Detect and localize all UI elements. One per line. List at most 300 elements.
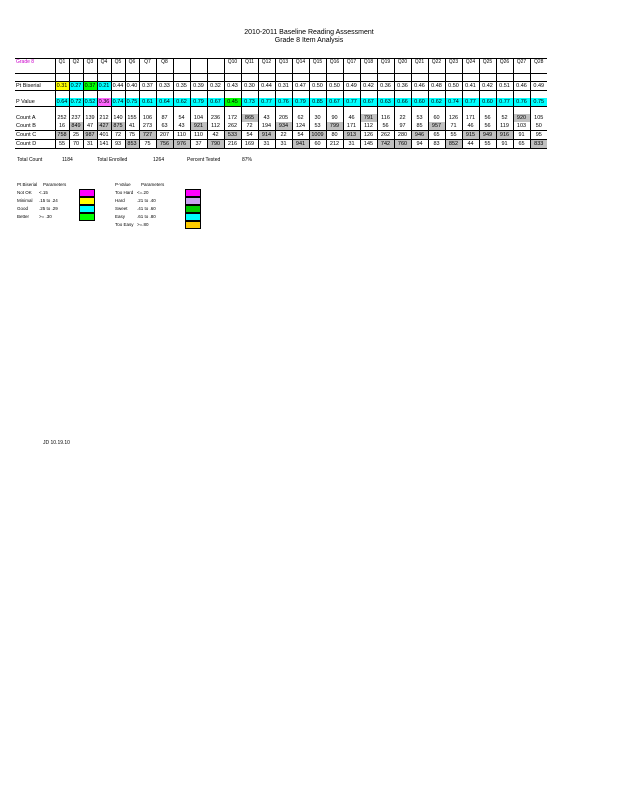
count-c-cell: 65	[428, 131, 445, 140]
count-a-cell: 46	[343, 114, 360, 122]
count-d-cell: 44	[462, 140, 479, 149]
spacer-cell	[97, 74, 111, 82]
p-value-cell: 0.36	[98, 99, 110, 105]
spacer-cell	[377, 91, 394, 99]
p-value-cell: 0.66	[394, 98, 411, 107]
header-spacer	[15, 66, 55, 74]
count-d-cell: 941	[292, 140, 309, 149]
count-d-cell: 65	[513, 140, 530, 149]
count-d-cell: 55	[55, 140, 69, 149]
question-header: Q27	[513, 59, 530, 67]
header-sub-cell	[513, 66, 530, 74]
spacer-cell	[111, 91, 125, 99]
count-c-cell: 110	[190, 131, 207, 140]
count-b-cell: 46	[462, 122, 479, 131]
count-c-cell: 533	[224, 131, 241, 140]
legend-item-range: .25 to .29	[39, 206, 58, 211]
spacer-cell	[394, 74, 411, 82]
count-b-cell: 799	[326, 122, 343, 131]
spacer-cell	[530, 91, 547, 99]
spacer-cell	[343, 74, 360, 82]
spacer-cell	[462, 91, 479, 99]
legend-item-label: Minimal	[17, 198, 33, 203]
spacer-cell	[343, 107, 360, 115]
pt-biserial-cell: 0.42	[479, 82, 496, 91]
pt-biserial-cell: 0.44	[112, 83, 124, 89]
count-a-cell: 22	[394, 114, 411, 122]
spacer-cell	[309, 74, 326, 82]
pt-biserial-cell: 0.51	[496, 82, 513, 91]
count-c-cell: 54	[241, 131, 258, 140]
count-a-cell: 54	[173, 114, 190, 122]
spacer	[15, 74, 55, 82]
p-value-cell: 0.62	[428, 98, 445, 107]
spacer-cell	[496, 91, 513, 99]
question-header: Q1	[55, 59, 69, 67]
count-b-cell: 124	[292, 122, 309, 131]
count-c-cell: 54	[292, 131, 309, 140]
count-b-cell: 63	[156, 122, 173, 131]
count-a-cell: 52	[496, 114, 513, 122]
spacer-cell	[275, 107, 292, 115]
legend-item-label: Hard	[115, 198, 125, 203]
count-a-cell: 205	[275, 114, 292, 122]
count-b-cell: 53	[309, 122, 326, 131]
legend-heading-params: Parameters	[43, 182, 67, 187]
spacer-cell	[411, 107, 428, 115]
p-value-cell: 0.62	[173, 98, 190, 107]
count-d-cell: 70	[69, 140, 83, 149]
spacer-cell	[156, 91, 173, 99]
count-b-cell: 41	[125, 122, 139, 131]
header-sub-cell	[411, 66, 428, 74]
count-c-cell: 946	[411, 131, 428, 140]
spacer-cell	[377, 74, 394, 82]
p-value-cell: 0.67	[326, 98, 343, 107]
count-b-cell: 194	[258, 122, 275, 131]
count-c-cell: 91	[513, 131, 530, 140]
total-enrolled-label: Total Enrolled	[97, 157, 128, 163]
count-d-cell: 976	[173, 140, 190, 149]
spacer-cell	[69, 91, 83, 99]
header-sub-cell	[343, 66, 360, 74]
header-sub-cell	[377, 66, 394, 74]
spacer-cell	[428, 91, 445, 99]
question-header: Q24	[462, 59, 479, 67]
spacer-cell	[258, 91, 275, 99]
count-c-cell: 1009	[309, 131, 326, 140]
spacer-cell	[55, 107, 69, 115]
count-a-cell: 237	[69, 114, 83, 122]
header-sub-cell	[428, 66, 445, 74]
count-d-cell: 742	[377, 140, 394, 149]
p-value-cell: 0.60	[479, 98, 496, 107]
p-value-cell: 0.76	[513, 98, 530, 107]
legend-item-range: .21 to .40	[137, 198, 156, 203]
total-count-value: 1184	[62, 157, 73, 163]
count-d-cell: 94	[411, 140, 428, 149]
count-a-cell: 140	[111, 114, 125, 122]
pt-biserial-cell: 0.31	[56, 83, 68, 89]
pt-biserial-cell: 0.44	[258, 82, 275, 91]
count-a-cell: 30	[309, 114, 326, 122]
question-header: Q5	[111, 59, 125, 67]
header-sub-cell	[224, 66, 241, 74]
question-header: Q10	[224, 59, 241, 67]
count-c-cell: 262	[377, 131, 394, 140]
count-a-cell: 87	[156, 114, 173, 122]
legend-item-range: <=.20	[137, 190, 149, 195]
count-c-cell: 401	[97, 131, 111, 140]
count-b-cell: 849	[69, 122, 83, 131]
p-value-cell: 0.60	[411, 98, 428, 107]
question-header: Q25	[479, 59, 496, 67]
legend-item-label: Good	[17, 206, 29, 211]
p-value-cell: 0.77	[258, 98, 275, 107]
p-value-cell: 0.67	[360, 98, 377, 107]
pt-biserial-cell: 0.31	[275, 82, 292, 91]
count-c-cell: 75	[125, 131, 139, 140]
p-value-label: P Value	[16, 99, 35, 105]
count-d-cell: 216	[224, 140, 241, 149]
spacer-cell	[292, 74, 309, 82]
count-d-cell: 833	[530, 140, 547, 149]
question-header: Q21	[411, 59, 428, 67]
count-c-cell: 22	[275, 131, 292, 140]
count-b-cell: 427	[97, 122, 111, 131]
question-header: Q15	[309, 59, 326, 67]
p-value-cell: 0.52	[84, 99, 96, 105]
spacer-cell	[97, 91, 111, 99]
legend-color-swatch	[79, 205, 95, 213]
count-d-cell: 93	[111, 140, 125, 149]
spacer-cell	[190, 107, 207, 115]
count-a-label: Count A	[16, 115, 36, 121]
p-value-cell: 0.77	[496, 98, 513, 107]
spacer-cell	[360, 107, 377, 115]
spacer-cell	[513, 74, 530, 82]
question-header	[190, 59, 207, 67]
p-value-cell: 0.67	[207, 98, 224, 107]
question-header: Q23	[445, 59, 462, 67]
spacer-cell	[309, 91, 326, 99]
report-subtitle: Grade 8 Item Analysis	[274, 37, 344, 44]
count-a-cell: 172	[224, 114, 241, 122]
spacer-cell	[241, 107, 258, 115]
legend-item-range: >= .30	[39, 214, 52, 219]
spacer-cell	[139, 74, 156, 82]
spacer-cell	[224, 91, 241, 99]
spacer-cell	[428, 107, 445, 115]
legend-item-range: .41 to .60	[137, 206, 156, 211]
count-a-cell: 105	[530, 114, 547, 122]
question-header	[207, 59, 224, 67]
spacer-cell	[343, 91, 360, 99]
spacer-cell	[125, 91, 139, 99]
header-sub-cell	[360, 66, 377, 74]
spacer-cell	[462, 107, 479, 115]
pt-biserial-cell: 0.46	[411, 82, 428, 91]
pt-biserial-cell: 0.36	[394, 82, 411, 91]
header-sub-cell	[139, 66, 156, 74]
legend-color-swatch	[185, 205, 201, 213]
count-c-cell: 916	[496, 131, 513, 140]
spacer-cell	[462, 74, 479, 82]
count-a-cell: 116	[377, 114, 394, 122]
count-c-cell: 915	[462, 131, 479, 140]
question-header: Q2	[69, 59, 83, 67]
spacer-cell	[241, 74, 258, 82]
p-value-cell: 0.79	[292, 98, 309, 107]
legend-item-label: Sweet	[115, 206, 128, 211]
grade-label: Grade 8	[15, 59, 55, 67]
header-sub-cell	[97, 66, 111, 74]
p-value-cell: 0.77	[343, 98, 360, 107]
spacer-cell	[275, 91, 292, 99]
count-b-cell: 934	[275, 122, 292, 131]
count-c-cell: 758	[55, 131, 69, 140]
header-sub-cell	[530, 66, 547, 74]
spacer-cell	[207, 74, 224, 82]
spacer-cell	[207, 107, 224, 115]
spacer-cell	[111, 74, 125, 82]
header-sub-cell	[258, 66, 275, 74]
p-value-cell: 0.76	[275, 98, 292, 107]
count-a-cell: 155	[125, 114, 139, 122]
count-d-cell: 756	[156, 140, 173, 149]
spacer-cell	[428, 74, 445, 82]
spacer-cell	[445, 74, 462, 82]
count-d-cell: 790	[207, 140, 224, 149]
header-sub-cell	[69, 66, 83, 74]
question-header: Q20	[394, 59, 411, 67]
p-value-cell: 0.73	[241, 98, 258, 107]
pt-biserial-cell: 0.21	[98, 83, 110, 89]
count-d-cell: 37	[190, 140, 207, 149]
total-count-label: Total Count	[17, 157, 43, 163]
spacer-cell	[139, 91, 156, 99]
spacer-cell	[326, 91, 343, 99]
legend-item-label: Better	[17, 214, 30, 219]
pt-biserial-cell: 0.43	[224, 82, 241, 91]
spacer-cell	[55, 74, 69, 82]
header-sub-cell	[496, 66, 513, 74]
spacer-cell	[326, 74, 343, 82]
spacer-cell	[125, 74, 139, 82]
legend-heading-title: Pt Biserial	[17, 182, 38, 187]
header-sub-cell	[292, 66, 309, 74]
legend-item-label: Too Hard	[115, 190, 134, 195]
question-header: Q8	[156, 59, 173, 67]
count-c-cell: 280	[394, 131, 411, 140]
count-d-cell: 91	[496, 140, 513, 149]
spacer	[15, 107, 55, 115]
spacer-cell	[83, 91, 97, 99]
pt-biserial-cell: 0.46	[513, 82, 530, 91]
pt-biserial-cell: 0.33	[156, 82, 173, 91]
pt-biserial-cell: 0.30	[241, 82, 258, 91]
count-c-cell: 55	[445, 131, 462, 140]
question-header: Q7	[139, 59, 156, 67]
spacer-cell	[111, 107, 125, 115]
legend-color-swatch	[185, 213, 201, 221]
count-b-label: Count B	[16, 123, 36, 129]
pt-biserial-cell: 0.37	[84, 83, 96, 89]
count-d-cell: 145	[360, 140, 377, 149]
p-value-cell: 0.63	[377, 98, 394, 107]
count-a-cell: 56	[479, 114, 496, 122]
spacer-cell	[69, 74, 83, 82]
legend-item-range: >=.80	[137, 222, 149, 227]
legend-color-swatch	[79, 213, 95, 221]
count-c-cell: 949	[479, 131, 496, 140]
spacer-cell	[173, 91, 190, 99]
spacer-cell	[513, 91, 530, 99]
count-a-cell: 252	[55, 114, 69, 122]
spacer-cell	[445, 91, 462, 99]
spacer-cell	[275, 74, 292, 82]
spacer-cell	[530, 74, 547, 82]
legend-item-label: Not OK	[17, 190, 32, 195]
count-c-cell: 110	[173, 131, 190, 140]
question-header: Q14	[292, 59, 309, 67]
p-value-cell: 0.64	[56, 99, 68, 105]
spacer-cell	[69, 107, 83, 115]
p-value-cell: 0.74	[112, 99, 124, 105]
legend-heading-title: P-Value	[115, 182, 131, 187]
spacer-cell	[156, 107, 173, 115]
spacer-cell	[83, 107, 97, 115]
header-sub-cell	[309, 66, 326, 74]
pt-biserial-label: Pt Biserial	[15, 82, 55, 91]
p-value-cell: 0.75	[530, 98, 547, 107]
count-b-cell: 957	[428, 122, 445, 131]
spacer-cell	[55, 91, 69, 99]
count-c-cell: 42	[207, 131, 224, 140]
spacer-cell	[97, 107, 111, 115]
question-header: Q12	[258, 59, 275, 67]
legend-item-range: <.15	[39, 190, 48, 195]
spacer-cell	[156, 74, 173, 82]
count-d-cell: 31	[343, 140, 360, 149]
question-header: Q19	[377, 59, 394, 67]
count-b-cell: 56	[377, 122, 394, 131]
count-c-cell: 80	[326, 131, 343, 140]
spacer	[15, 91, 55, 99]
legend-color-swatch	[79, 189, 95, 197]
legend-heading-params: Parameters	[141, 182, 165, 187]
header-sub-cell	[275, 66, 292, 74]
legend-color-swatch	[185, 189, 201, 197]
spacer-cell	[411, 91, 428, 99]
spacer-cell	[445, 107, 462, 115]
pt-biserial-cell: 0.50	[326, 82, 343, 91]
question-header: Q3	[83, 59, 97, 67]
header-sub-cell	[394, 66, 411, 74]
footer-initials-date: JD 10.19.10	[43, 440, 70, 446]
p-value-cell: 0.77	[462, 98, 479, 107]
count-a-cell: 139	[83, 114, 97, 122]
count-a-cell: 126	[445, 114, 462, 122]
report-title: 2010-2011 Baseline Reading Assessment	[244, 29, 374, 36]
question-header: Q4	[97, 59, 111, 67]
spacer-cell	[190, 91, 207, 99]
count-b-cell: 50	[530, 122, 547, 131]
count-b-cell: 262	[224, 122, 241, 131]
count-d-cell: 60	[309, 140, 326, 149]
count-d-cell: 31	[275, 140, 292, 149]
count-a-cell: 53	[411, 114, 428, 122]
spacer-cell	[190, 74, 207, 82]
count-d-cell: 852	[445, 140, 462, 149]
pt-biserial-cell: 0.37	[139, 82, 156, 91]
count-b-cell: 16	[55, 122, 69, 131]
count-d-cell: 169	[241, 140, 258, 149]
header-sub-cell	[83, 66, 97, 74]
spacer-cell	[360, 74, 377, 82]
spacer-cell	[530, 107, 547, 115]
spacer-cell	[125, 107, 139, 115]
count-d-cell: 853	[125, 140, 139, 149]
count-c-label: Count C	[15, 131, 55, 140]
spacer-cell	[292, 107, 309, 115]
header-sub-cell	[190, 66, 207, 74]
spacer-cell	[411, 74, 428, 82]
pt-biserial-cell: 0.27	[70, 83, 82, 89]
spacer-cell	[292, 91, 309, 99]
spacer-cell	[513, 107, 530, 115]
question-header: Q6	[125, 59, 139, 67]
count-c-cell: 987	[83, 131, 97, 140]
count-a-cell: 104	[190, 114, 207, 122]
question-header: Q17	[343, 59, 360, 67]
header-sub-cell	[326, 66, 343, 74]
spacer-cell	[258, 74, 275, 82]
question-header: Q18	[360, 59, 377, 67]
spacer-cell	[394, 91, 411, 99]
pt-biserial-cell: 0.49	[343, 82, 360, 91]
count-d-cell: 75	[139, 140, 156, 149]
count-c-cell: 914	[258, 131, 275, 140]
pt-biserial-cell: 0.50	[445, 82, 462, 91]
count-d-cell: 31	[83, 140, 97, 149]
question-header	[173, 59, 190, 67]
header-sub-cell	[241, 66, 258, 74]
p-value-cell: 0.75	[126, 99, 138, 105]
p-value-cell: 0.85	[309, 98, 326, 107]
count-a-cell: 90	[326, 114, 343, 122]
count-a-cell: 865	[241, 114, 258, 122]
count-a-cell: 171	[462, 114, 479, 122]
count-b-cell: 119	[496, 122, 513, 131]
spacer-cell	[326, 107, 343, 115]
question-header: Q26	[496, 59, 513, 67]
total-enrolled-value: 1264	[153, 157, 165, 163]
count-c-cell: 95	[530, 131, 547, 140]
spacer-cell	[224, 107, 241, 115]
header-sub-cell	[479, 66, 496, 74]
spacer-cell	[173, 107, 190, 115]
spacer-cell	[309, 107, 326, 115]
spacer-cell	[394, 107, 411, 115]
spacer-cell	[241, 91, 258, 99]
header-sub-cell	[445, 66, 462, 74]
count-d-label: Count D	[15, 140, 55, 149]
spacer-cell	[496, 74, 513, 82]
count-c-cell: 207	[156, 131, 173, 140]
header-sub-cell	[173, 66, 190, 74]
count-b-cell: 103	[513, 122, 530, 131]
